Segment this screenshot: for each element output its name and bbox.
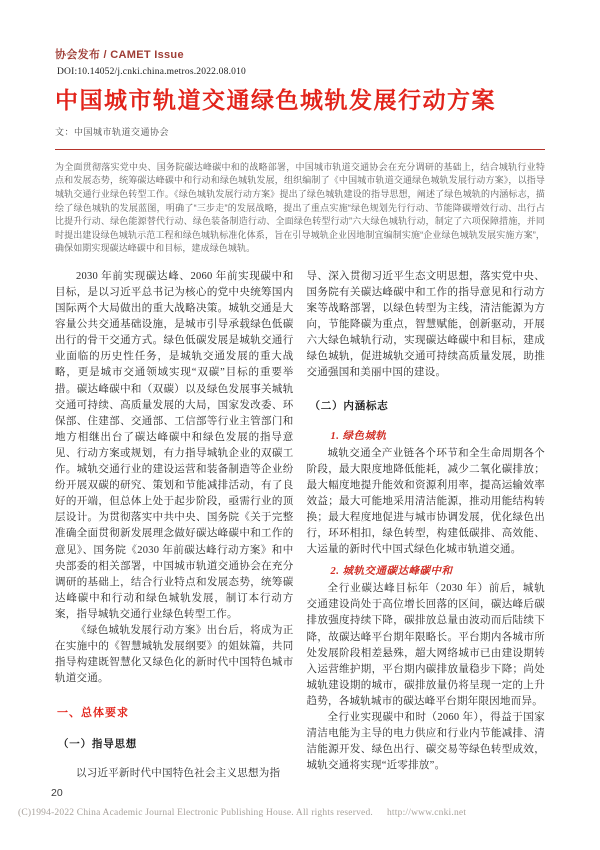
- article-title: 中国城市轨道交通绿色城轨发展行动方案: [55, 87, 496, 113]
- paragraph: 2030 年前实现碳达峰、2060 年前实现碳中和目标，是以习近平总书记为核心的党中央统筹国内国际两个大局做出的重大战略决策。城轨交通是大容量公共交通基础设施，是城市引导承载绿色低碳出行的骨干交通方式。绿色低碳发展是城轨交通行业面临的历史性任务，是城轨交通发展的重大战略，更是城市交通领域实现“双碳”目标的重要举措。碳达峰碳中和（双碳）以及绿色发展事关城轨交通可持续、高质量发展的大局，国家发改委、环保部、住建部、交通部、工信部等行业主管部门和地方相继出台了碳达峰碳中和绿色发展的指导意见、行动方案或规划，有力指导城轨企业的双碳工作。城轨交通行业的建设运营和装备制造等企业纷纷开展双碳的研究、策划和节能减排活动，有了良好的开端，但总体上处于起步阶段，亟需行业的顶层设计。为贯彻落实中共中央、国务院《关于完整准确全面贯彻新发展理念做好碳达峰碳中和工作的意见》、国务院《2030 年前碳达峰行动方案》和中央部委的相关部署，中国城市轨道交通协会在充分调研的基础上，结合行业特点和发展态势，统筹碳达峰碳中和行动和绿色城轨发展，制订本行动方案，指导城轨交通行业绿色转型工作。: [55, 270, 294, 620]
- paragraph: 城轨交通全产业链各个环节和全生命周期各个阶段，最大限度地降低能耗，减少二氧化碳排放；最大幅度地提升能效和资源利用率，提高运输效率效益；最大可能地采用清洁能源，推动用能结构转换；最大程度地促进与城市协调发展，优化绿色出行，环环相扣，绿色转型，构建低碳排、高效能、大运量的新时代中国式绿色化城市轨道交通。: [306, 447, 545, 556]
- body-columns: [55, 269, 545, 784]
- item-heading: 1. 绿色城轨: [330, 430, 387, 442]
- page-number: 20: [51, 787, 63, 799]
- byline: 文：中国城市轨道交通协会: [55, 126, 170, 137]
- paragraph: 全行业碳达峰目标年（2030 年）前后，城轨交通建设尚处于高位增长回落的区间，碳达峰后碳排放强度持续下降，碳排放总量由波动而后陆续下降，故碳达峰平台期年限略长。平台期内各城市所处发展阶段相差悬殊，超大网络城市已由建设期转入运营维护期，平台期内碳排放量稳步下降；尚处城轨建设期的城市，碳排放量仍将呈现一定的上升趋势，各城轨城市的碳达峰平台期年限因地而异。: [306, 583, 545, 707]
- column-right: [307, 269, 546, 784]
- issue-label: 协会发布 / CAMET Issue: [55, 49, 184, 61]
- cnki-url: http://www.cnki.net: [386, 808, 467, 818]
- abstract-text: 为全面贯彻落实党中央、国务院碳达峰碳中和的战略部署，中国城市轨道交通协会在充分调研的基础上，结合城轨行业特点和发展态势，统筹碳达峰碳中和行动和绿色城轨发展，组织编制了《中国城市轨道交通绿色城轨发展行动方案》，以指导城轨交通行业绿色转型工作。《绿色城轨发展行动方案》提出了绿色城轨建设的指导思想，阐述了绿色城轨的内涵标志，描绘了绿色城轨的发展蓝图，明确了“三步走”的发展战略，提出了重点实施“绿色规划先行行动、节能降碳增效行动、出行占比提升行动、绿色能源替代行动、绿色装备制造行动、全面绿色转型行动”六大绿色城轨行动，制定了六项保障措施，并同时提出建设绿色城轨示范工程和绿色城轨标准化体系，旨在引导城轨企业因地制宜编制实施“企业绿色城轨发展实施方案”，确保如期实现碳达峰碳中和目标，建成绿色城轨。: [55, 161, 545, 254]
- column-left: [55, 269, 294, 784]
- paragraph: 全行业实现碳中和时（2060 年），得益于国家清洁电能为主导的电力供应和行业内节能减排、清洁能源开发、绿色出行、碳交易等绿色转型成效，城轨交通将实现“近零排放”。: [306, 711, 545, 772]
- item-heading: 2. 城轨交通碳达峰碳中和: [330, 566, 453, 578]
- paragraph: 以习近平新时代中国特色社会主义思想为指: [76, 768, 281, 780]
- subsection-heading: （二）内涵标志: [309, 399, 389, 412]
- paragraph: 《绿色城轨发展行动方案》出台后，将成为正在实施中的《智慧城轨发展纲要》的姐妹篇，共同指导构建既智慧化又绿色化的新时代中国特色城市轨道交通。: [55, 624, 294, 685]
- doi-text: DOI:10.14052/j.cnki.china.metros.2022.08.010: [57, 67, 247, 77]
- subsection-heading: （一）指导思想: [58, 738, 138, 751]
- paragraph: 导、深入贯彻习近平生态文明思想，落实党中央、国务院有关碳达峰碳中和工作的指导意见和行动方案等战略部署，以绿色转型为主线，清洁能源为方向，节能降碳为重点，智慧赋能，创新驱动，开展六大绿色城轨行动，实现碳达峰碳中和目标，建成绿色城轨，促进城轨交通可持续高质量发展，助推交通强国和美丽中国的建设。: [306, 270, 545, 379]
- section-heading: 一、总体要求: [57, 707, 129, 720]
- copyright-text: (C)1994-2022 China Academic Journal Electronic Publishing House. All rights reserved.: [18, 808, 373, 818]
- divider-rule: [55, 149, 545, 150]
- copyright-notice: [18, 808, 466, 818]
